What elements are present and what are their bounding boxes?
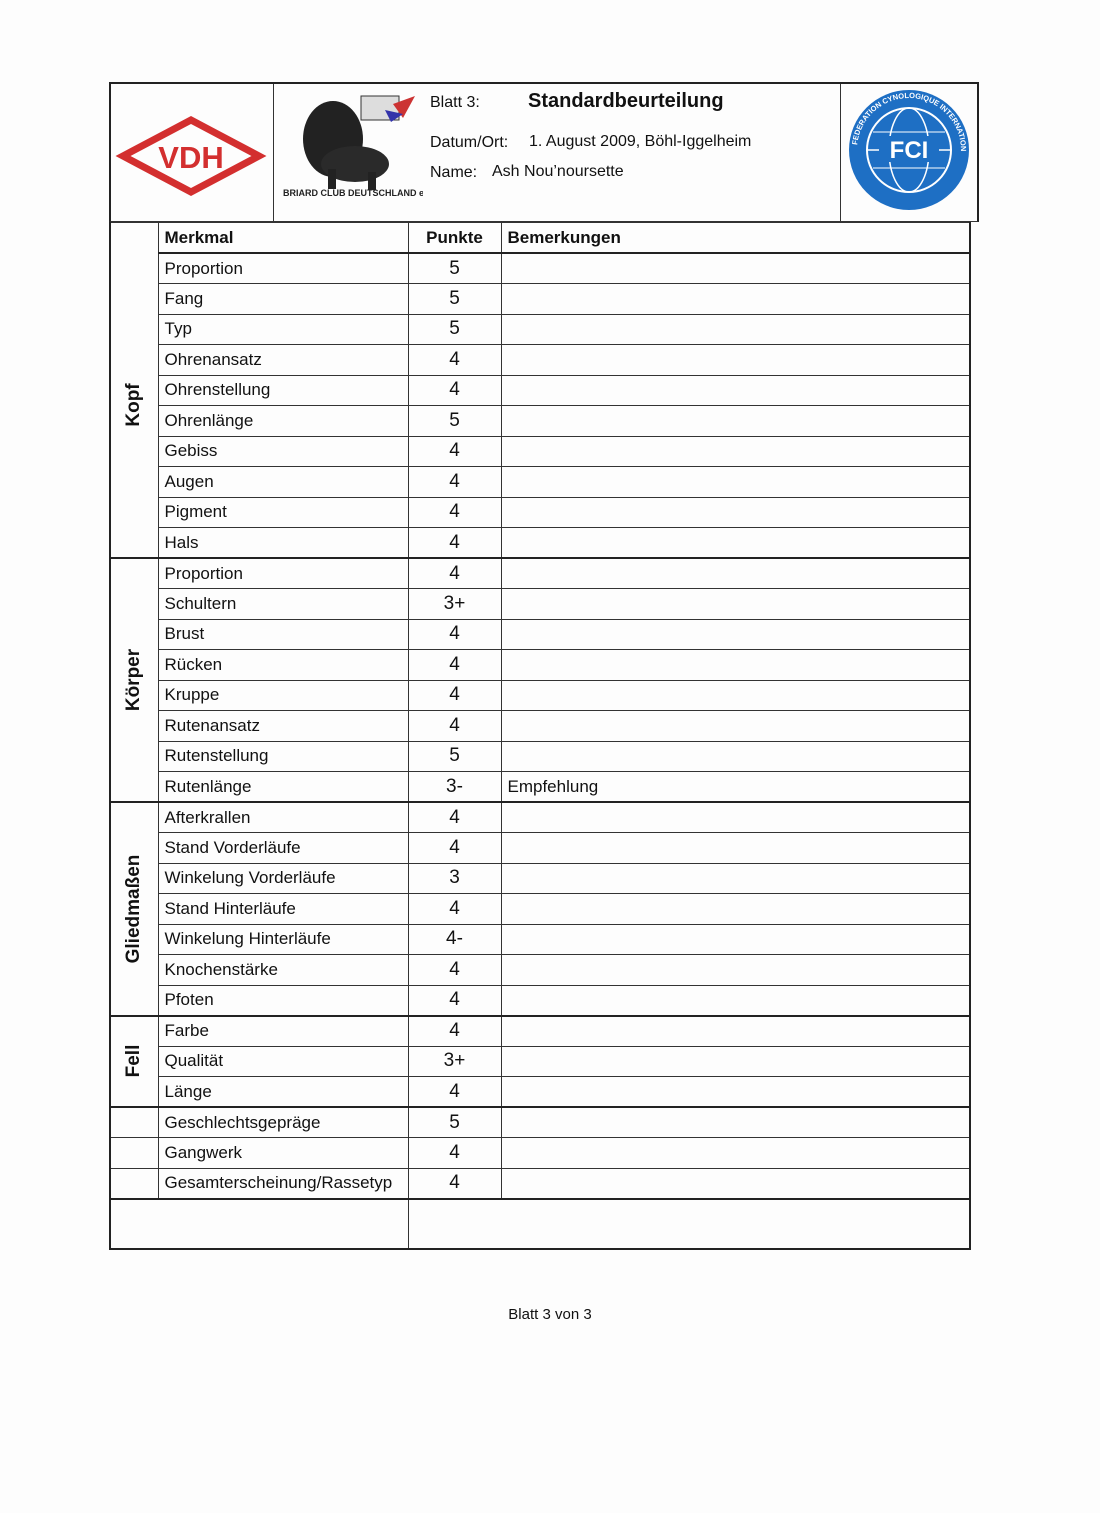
club-logo-text: BRIARD CLUB DEUTSCHLAND e.V. [283,188,423,198]
feature-cell: Geschlechtsgepräge [158,1107,408,1138]
table-row [110,375,970,406]
remarks-cell [501,589,970,620]
remarks-cell [501,375,970,406]
points-cell: 4 [408,802,501,833]
name-label: Name: [430,164,478,181]
remarks-cell [501,497,970,528]
table-row [110,528,970,559]
points-cell: 5 [408,741,501,772]
table-row [110,1107,970,1138]
evaluation-table-body [110,223,970,1249]
table-row [110,833,970,864]
sheet-header [109,82,979,222]
remarks-cell [501,436,970,467]
remarks-cell [501,345,970,376]
remarks-cell [501,1138,970,1169]
group-label: Gliedmaßen [123,854,145,964]
group-label: Körper [123,648,145,712]
group-label: Fell [123,1044,145,1078]
table-row [110,924,970,955]
feature-cell: Rutenlänge [158,772,408,803]
page-title: Standardbeurteilung [528,90,724,112]
points-cell: 4 [408,1016,501,1047]
feature-cell: Knochenstärke [158,955,408,986]
group-label-cell [110,802,158,1016]
feature-cell: Stand Hinterläufe [158,894,408,925]
remarks-cell [501,253,970,284]
points-cell: 4 [408,375,501,406]
feature-cell: Hals [158,528,408,559]
table-row [110,497,970,528]
table-row [110,619,970,650]
feature-cell: Brust [158,619,408,650]
feature-cell: Farbe [158,1016,408,1047]
remarks-cell [501,1168,970,1199]
points-cell: 4 [408,345,501,376]
points-cell: 4 [408,1138,501,1169]
table-row [110,1168,970,1199]
name-value: Ash Nou’noursette [492,163,624,180]
column-header-points: Punkte [408,223,501,254]
table-row [110,985,970,1016]
group-label-cell [110,253,158,558]
feature-cell: Kruppe [158,680,408,711]
points-cell: 4 [408,894,501,925]
points-cell: 4 [408,467,501,498]
feature-cell: Gangwerk [158,1138,408,1169]
feature-cell: Pigment [158,497,408,528]
table-row [110,406,970,437]
feature-cell: Ohrenstellung [158,375,408,406]
header-info [423,84,833,221]
evaluation-table [109,222,971,1250]
page-footer: Blatt 3 von 3 [508,1306,592,1323]
table-row [110,1077,970,1108]
points-cell: 5 [408,284,501,315]
remarks-cell [501,528,970,559]
empty-bottom-row [110,1199,970,1249]
points-cell: 4 [408,1077,501,1108]
table-row [110,650,970,681]
feature-cell: Ohrenansatz [158,345,408,376]
points-cell: 4 [408,833,501,864]
points-cell: 4 [408,955,501,986]
feature-cell: Gesamterscheinung/Rassetyp [158,1168,408,1199]
table-row [110,741,970,772]
evaluation-sheet [109,82,979,1250]
points-cell: 4- [408,924,501,955]
remarks-cell [501,833,970,864]
date-value: 1. August 2009, Böhl-Iggelheim [529,133,752,150]
feature-cell: Winkelung Vorderläufe [158,863,408,894]
sheet-label: Blatt 3: [430,94,480,111]
remarks-cell [501,863,970,894]
points-cell: 3+ [408,1046,501,1077]
group-label-cell [110,1168,158,1199]
remarks-cell [501,985,970,1016]
remarks-cell [501,284,970,315]
feature-cell: Rücken [158,650,408,681]
remarks-cell [501,680,970,711]
table-row [110,1016,970,1047]
feature-cell: Fang [158,284,408,315]
group-label: Kopf [123,383,145,427]
remarks-cell [501,406,970,437]
points-cell: 4 [408,558,501,589]
group-label-cell [110,1138,158,1169]
remarks-cell [501,467,970,498]
empty-cell-left [110,1199,408,1249]
group-label-cell [110,1016,158,1108]
points-cell: 4 [408,619,501,650]
remarks-cell [501,558,970,589]
fci-logo-text: FCI [889,137,929,164]
table-row [110,436,970,467]
points-cell: 4 [408,497,501,528]
group-label-cell [110,558,158,802]
table-row [110,711,970,742]
remarks-cell: Empfehlung [501,772,970,803]
table-row [110,772,970,803]
points-cell: 3 [408,863,501,894]
remarks-cell [501,924,970,955]
points-cell: 4 [408,680,501,711]
vdh-logo-text: VDH [158,140,224,175]
feature-cell: Proportion [158,558,408,589]
remarks-cell [501,955,970,986]
feature-cell: Länge [158,1077,408,1108]
points-cell: 4 [408,650,501,681]
empty-cell-right [408,1199,970,1249]
remarks-cell [501,1077,970,1108]
date-label: Datum/Ort: [430,134,509,151]
group-label-cell [110,1107,158,1138]
briard-club-logo [273,84,423,221]
feature-cell: Stand Vorderläufe [158,833,408,864]
remarks-cell [501,1107,970,1138]
remarks-cell [501,314,970,345]
points-cell: 5 [408,253,501,284]
fci-ring-text: FEDERATION CYNOLOGIQUE INTERNATION [850,90,969,152]
table-row [110,284,970,315]
points-cell: 3+ [408,589,501,620]
table-row [110,467,970,498]
column-header-remarks: Bemerkungen [501,223,970,254]
feature-cell: Qualität [158,1046,408,1077]
column-header-feature: Merkmal [158,223,408,254]
remarks-cell [501,619,970,650]
table-header-row [110,223,970,254]
points-cell: 4 [408,711,501,742]
feature-cell: Ohrenlänge [158,406,408,437]
feature-cell: Typ [158,314,408,345]
group-label-cell [110,223,158,254]
table-row [110,1138,970,1169]
table-row [110,863,970,894]
table-row [110,345,970,376]
table-row [110,894,970,925]
feature-cell: Gebiss [158,436,408,467]
table-row [110,680,970,711]
points-cell: 5 [408,406,501,437]
feature-cell: Afterkrallen [158,802,408,833]
points-cell: 4 [408,436,501,467]
table-row [110,253,970,284]
table-row [110,314,970,345]
points-cell: 3- [408,772,501,803]
remarks-cell [501,741,970,772]
points-cell: 5 [408,1107,501,1138]
fci-logo [840,84,977,221]
points-cell: 5 [408,314,501,345]
table-row [110,1046,970,1077]
remarks-cell [501,802,970,833]
table-row [110,802,970,833]
points-cell: 4 [408,528,501,559]
feature-cell: Proportion [158,253,408,284]
table-row [110,558,970,589]
remarks-cell [501,1016,970,1047]
feature-cell: Winkelung Hinterläufe [158,924,408,955]
table-row [110,955,970,986]
feature-cell: Schultern [158,589,408,620]
points-cell: 4 [408,1168,501,1199]
table-row [110,589,970,620]
points-cell: 4 [408,985,501,1016]
feature-cell: Pfoten [158,985,408,1016]
remarks-cell [501,650,970,681]
feature-cell: Augen [158,467,408,498]
feature-cell: Rutenstellung [158,741,408,772]
remarks-cell [501,894,970,925]
vdh-logo [111,84,274,221]
feature-cell: Rutenansatz [158,711,408,742]
remarks-cell [501,1046,970,1077]
remarks-cell [501,711,970,742]
